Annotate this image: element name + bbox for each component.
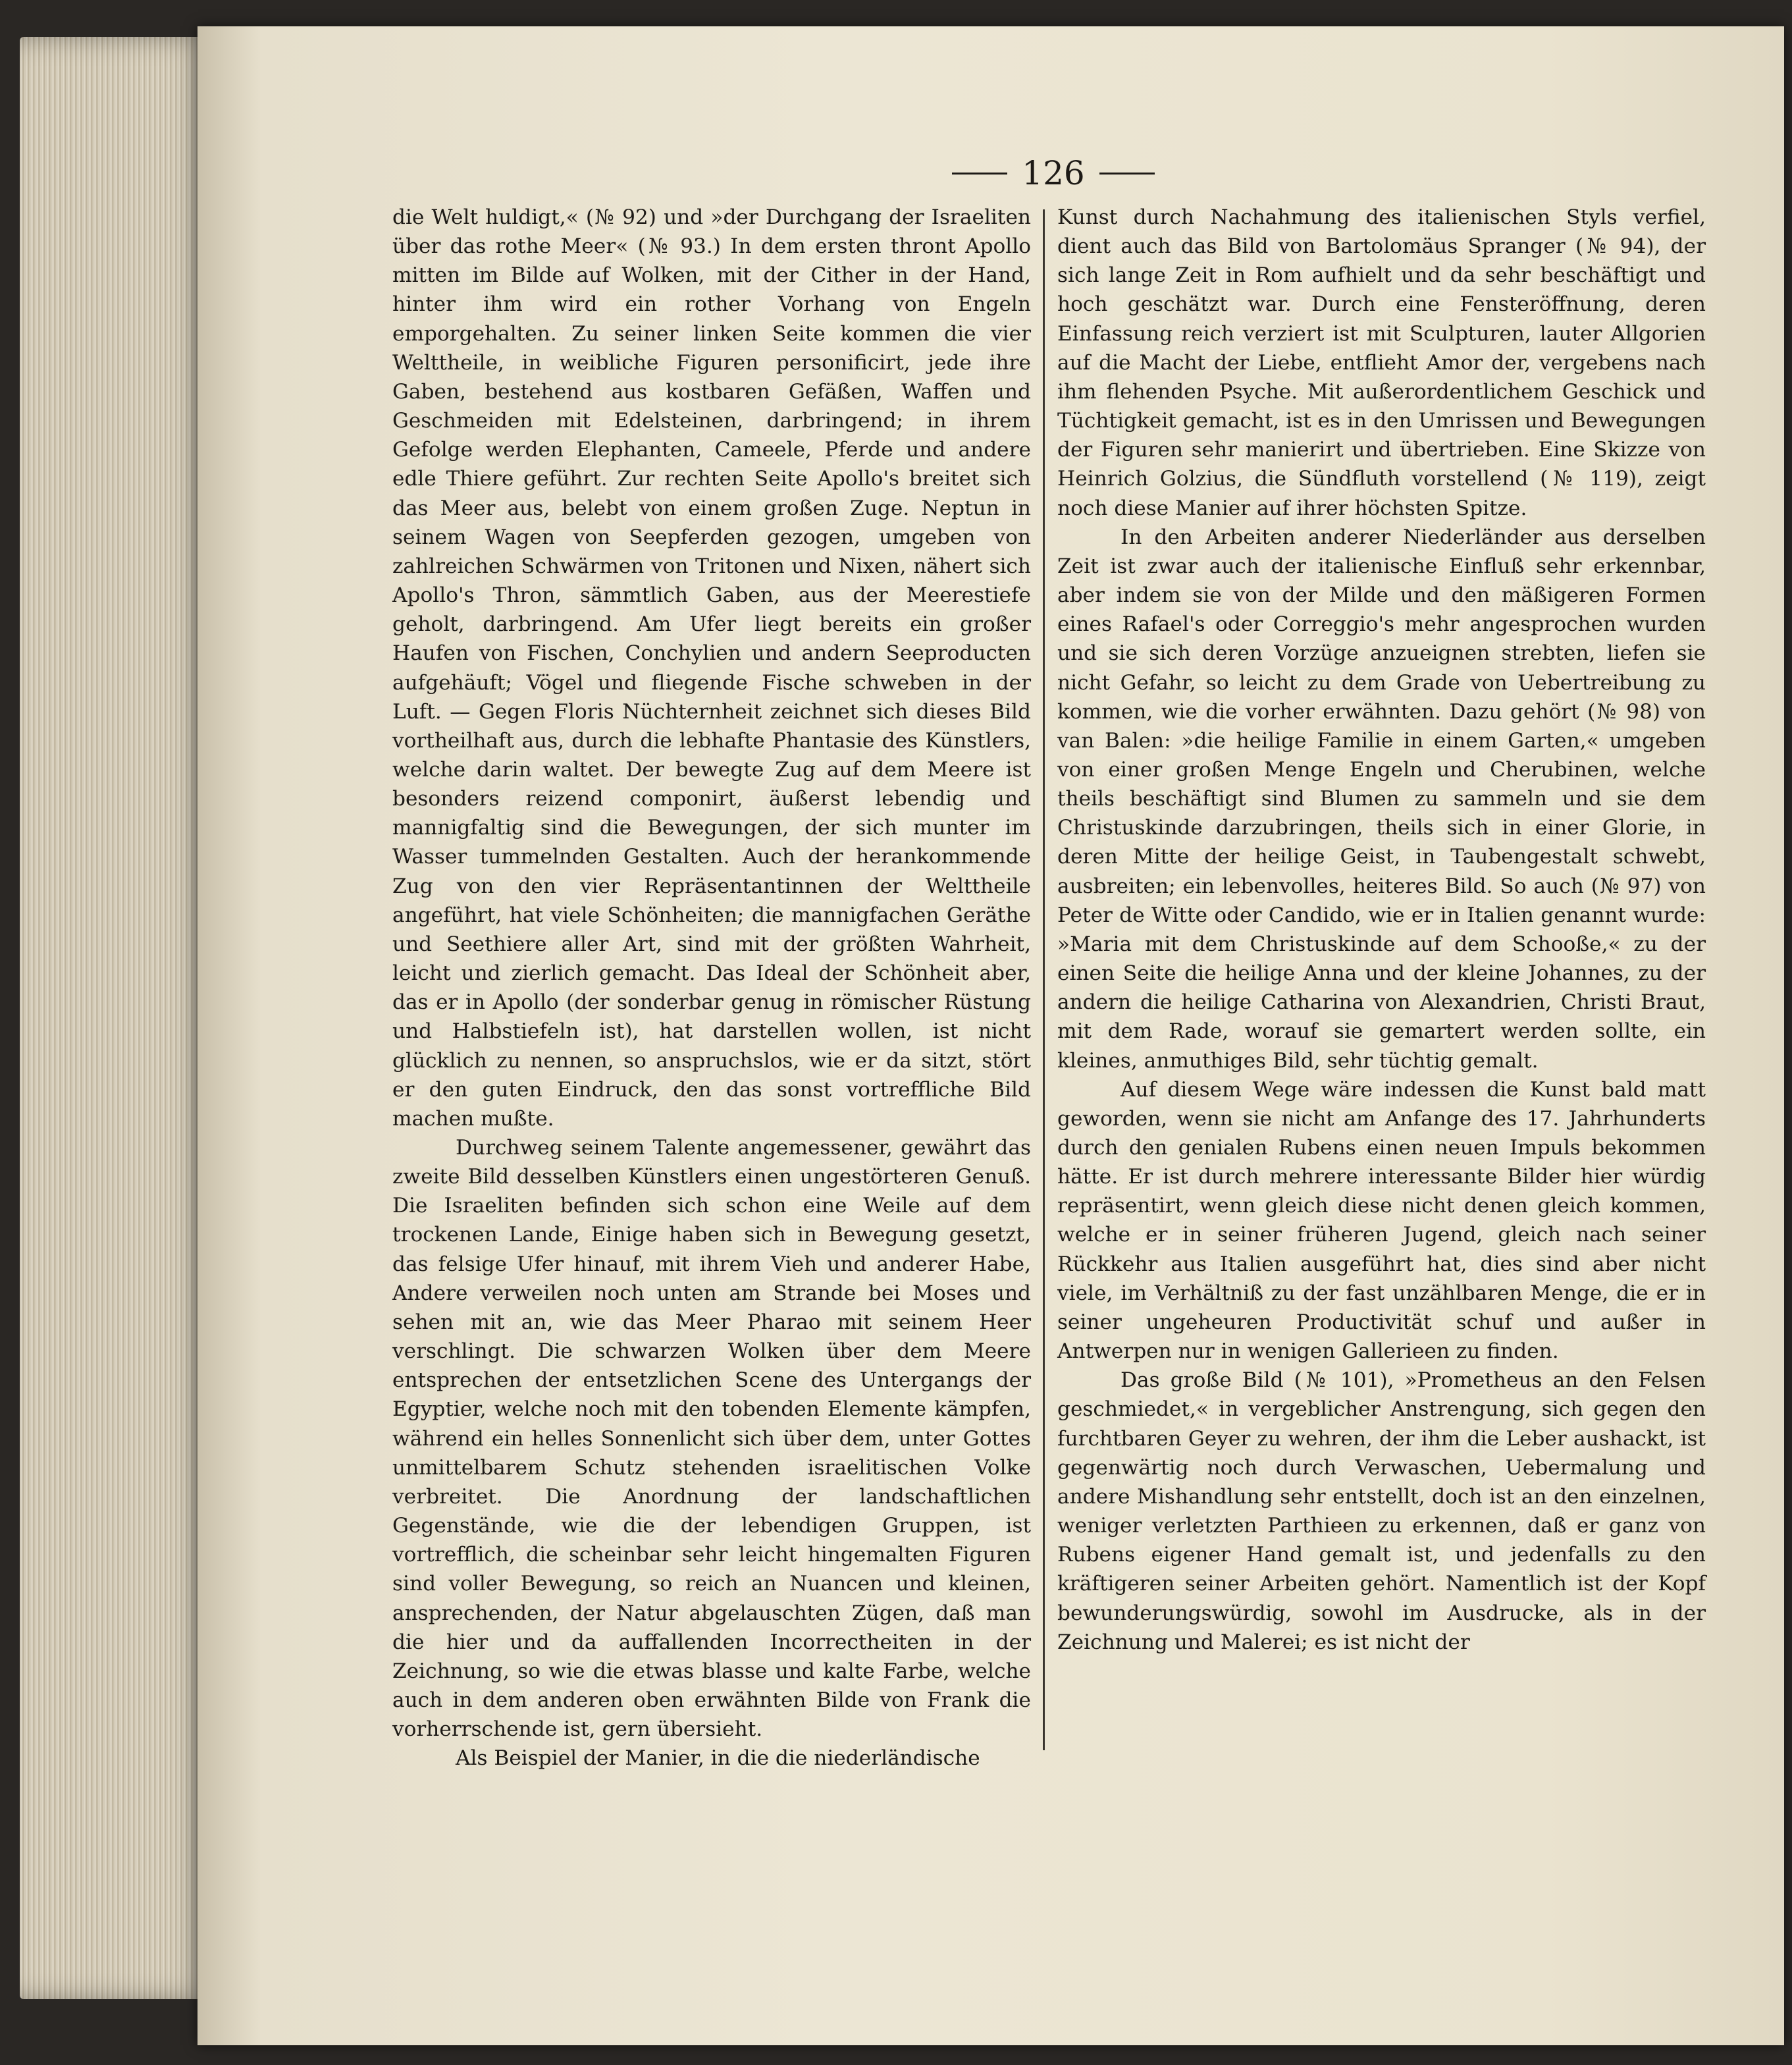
page-header [928,150,1178,196]
paragraph: Das große Bild (№ 101), »Prometheus an den Felsen geschmiedet,« in vergeblicher Anstrengung, sich gegen den furchtbaren Geyer zu wehren, der ihm die Leber aushackt, ist gegenwärtig noch durch Verwaschen, Uebermalung und andere Mishandlung sehr entstellt, doch ist an den einzelnen, weniger verletzten Parthieen zu erkennen, daß er ganz von Rubens eigener Hand gemalt ist, und jedenfalls zu den kräftigeren seiner Arbeiten gehört. Namentlich ist der Kopf bewunderungswürdig, sowohl im Ausdrucke, als in der Zeichnung und Malerei; es ist nicht der [1057,1368,1706,1654]
paragraph: In den Arbeiten anderer Niederländer aus derselben Zeit ist zwar auch der italienische Einfluß sehr erkennbar, aber indem sie von der Milde und den mäßigeren Formen eines Rafael's oder Correggio's mehr angesprochen wurden und sie sich deren Vorzüge anzueignen strebten, liefen sie nicht Gefahr, so leicht zu dem Grade von Uebertreibung zu kommen, wie die vorher erwähnten. Dazu gehört (№ 98) von van Balen: »die heilige Familie in einem Garten,« umgeben von einer großen Menge Engeln und Cherubinen, welche theils beschäftigt sind Blumen zu sammeln und sie dem Christuskinde darzubringen, theils sich in einer Glorie, in deren Mitte der heilige Geist, in Taubengestalt schwebt, ausbreiten; ein lebenvolles, heiteres Bild. So auch (№ 97) von Peter de Witte oder Candido, wie er in Italien genannt wurde: »Maria mit dem Christuskinde auf dem Schooße,« zu der einen Seite die heilige Anna und der kleine Johannes, zu der andern die heilige Catharina von Alexandrien, Christi Braut, mit dem Rade, worauf sie gemartert werden sollte, ein kleines, anmuthiges Bild, sehr tüchtig gemalt. [1057,525,1706,1073]
page-number: 126 [1022,154,1085,192]
paragraph: die Welt huldigt,« (№ 92) und »der Durchgang der Israeliten über das rothe Meer« (№ 93.) In dem ersten thront Apollo mitten im Bilde auf Wolken, mit der Cither in der Hand, hinter ihm wird ein rother Vorhang von Engeln emporgehalten. Zu seiner linken Seite kommen die vier Welttheile, in weibliche Figuren personificirt, jede ihre Gaben, bestehend aus kostbaren Gefäßen, Waffen und Geschmeiden mit Edelsteinen, darbringend; in ihrem Gefolge werden Elephanten, Cameele, Pferde und andere edle Thiere geführt. Zur rechten Seite Apollo's breitet sich das Meer aus, belebt von einem großen Zuge. Neptun in seinem Wagen von Seepferden gezogen, umgeben von zahlreichen Schwärmen von Tritonen und Nixen, nähert sich Apollo's Thron, sämmtlich Gaben, aus der Meerestiefe geholt, darbringend. Am Ufer liegt bereits ein großer Haufen von Fischen, Conchylien und andern Seeproducten aufgehäuft; Vögel und fliegende Fische schweben in der Luft. — Gegen Floris Nüchternheit zeichnet sich dieses Bild vortheilhaft aus, durch die lebhafte Phantasie des Künstlers, welche darin waltet. Der bewegte Zug auf dem Meere ist besonders reizend componirt, äußerst lebendig und mannigfaltig sind die Bewegungen, der sich munter im Wasser tummelnden Gestalten. Auch der herankommende Zug von den vier Repräsentantinnen der Welttheile angeführt, hat viele Schönheiten; die mannigfachen Geräthe und Seethiere aller Art, sind mit der größten Wahrheit, leicht und zierlich gemacht. Das Ideal der Schönheit aber, das er in Apollo (der sonderbar genug in römischer Rüstung und Halbstiefeln ist), hat darstellen wollen, ist nicht glücklich zu nennen, so anspruchslos, wie er da sitzt, stört er den guten Eindruck, den das sonst vortreffliche Bild machen mußte. [392,205,1031,1131]
paragraph: Als Beispiel der Manier, in die die niederländische [456,1746,980,1771]
paragraph: Durchweg seinem Talente angemessener, gewährt das zweite Bild desselben Künstlers einen ungestörteren Genuß. Die Israeliten befinden sich schon eine Weile auf dem trockenen Lande, Einige haben sich in Bewegung gesetzt, das felsige Ufer hinauf, mit ihrem Vieh und anderer Habe, Andere verweilen noch unten am Strande bei Moses und sehen mit an, wie das Meer Pharao mit seinem Heer verschlingt. Die schwarzen Wolken über dem Meere entsprechen der entsetzlichen Scene des Untergangs der Egyptier, welche noch mit den tobenden Elemente kämpfen, während ein helles Sonnenlicht sich über dem, unter Gottes unmittelbarem Schutz stehenden israelitischen Volke verbreitet. Die Anordnung der landschaftlichen Gegenstände, wie die der lebendigen Gruppen, ist vortrefflich, die scheinbar sehr leicht hingemalten Figuren sind voller Bewegung, so reich an Nuancen und kleinen, ansprechenden, der Natur abgelauschten Zügen, daß man die hier und da auffallenden Incorrectheiten in der Zeichnung, so wie die etwas blasse und kalte Farbe, welche auch in dem anderen oben erwähnten Bilde von Frank die vorherrschende ist, gern übersieht. [392,1136,1031,1742]
text-column-left [392,203,1031,1773]
column-divider [1043,209,1045,1750]
header-dash-right [1099,173,1155,174]
header-dash-left [952,173,1007,174]
paragraph: Auf diesem Wege wäre indessen die Kunst bald matt geworden, wenn sie nicht am Anfange des 17. Jahrhunderts durch den genialen Rubens einen neuen Impuls bekommen hätte. Er ist durch mehrere interessante Bilder hier würdig repräsentirt, wenn gleich diese nicht denen gleich kommen, welche er in seiner früheren Jugend, gleich nach seiner Rückkehr aus Italien ausgeführt hat, dies sind aber nicht viele, im Verhältniß zu der fast unzählbaren Menge, die er in seiner ungeheuren Productivität schuf und außer in Antwerpen nur in wenigen Gallerieen zu finden. [1057,1077,1706,1364]
paragraph: Kunst durch Nachahmung des italienischen Styls verfiel, dient auch das Bild von Bartolomäus Spranger (№ 94), der sich lange Zeit in Rom aufhielt und da sehr beschäftigt und hoch geschätzt war. Durch eine Fensteröffnung, deren Einfassung reich verziert ist mit Sculpturen, lauter Allgorien auf die Macht der Liebe, entflieht Amor der, vergebens nach ihm flehenden Psyche. Mit außerordentlichem Geschick und Tüchtigkeit gemacht, ist es in den Umrissen und Bewegungen der Figuren sehr manierirt und übertrieben. Eine Skizze von Heinrich Golzius, die Sündfluth vorstellend (№ 119), zeigt noch diese Manier auf ihrer höchsten Spitze. [1057,205,1706,520]
book-page-edges [20,37,217,1999]
text-column-right [1057,203,1706,1657]
